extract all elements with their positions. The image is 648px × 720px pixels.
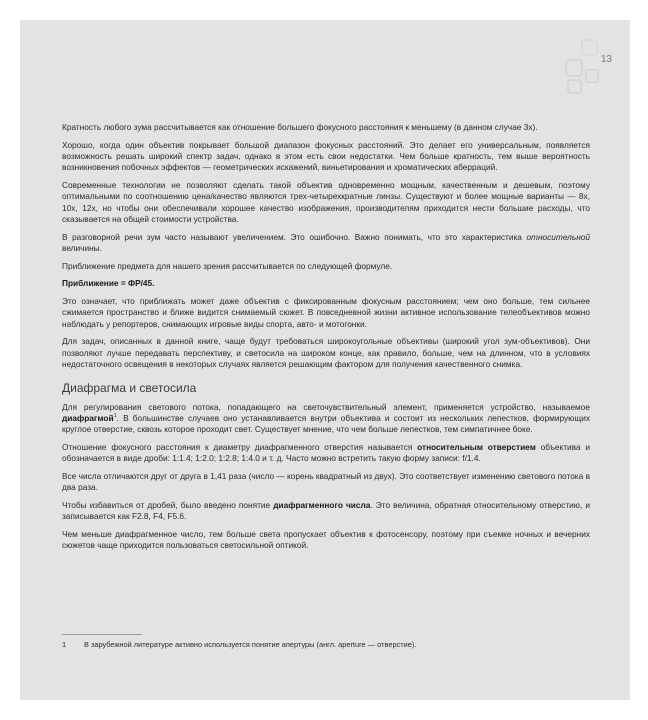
text-run: величины. (62, 243, 102, 254)
paragraph: Кратность любого зума рассчитывается как отношение большего фокусного расстояния к меньшему (в данном случае 3х). (62, 122, 538, 132)
paragraph (62, 402, 590, 436)
footnote-ref[interactable]: 1 (113, 413, 117, 420)
bold-term: относительным отверстием (417, 442, 536, 453)
paragraph (62, 500, 590, 523)
paragraph: Чем меньше диафрагменное число, тем больше света пропускает объектив к фотосенсору, поэтому при съемке ночных и вечерних сюжетов чаще приходится пользоваться светосильной оптикой. (62, 529, 590, 551)
page-number: 13 (600, 54, 612, 65)
bold-term: диафрагменного числа (273, 500, 371, 511)
text-run: . Это величина, обратная относительному отверстию, и записывается как F2.8, F4, F5.6. (62, 500, 591, 522)
paragraph (62, 442, 590, 465)
text-run: Для регулирования светового потока, попадающего на светочувствительный элемент, применяется устройство, называемое (62, 401, 590, 412)
section-heading: Диафрагма и светосила (62, 380, 197, 395)
paragraph: Для задач, описанных в данной книге, чаще будут требоваться широкоугольные объективы (широкий угол зум-объективов). Они позволяют лучше передавать перспективу, и светосила на широком конце, как правило, больше, чем на длинном, что в условиях недостаточного освещения в некоторых случаях является решающим фактором для получения качественного снимка. (62, 336, 590, 370)
text-run: объектива и обозначается в виде дроби: 1:1.4; 1:2.0; 1:2.8; 1:4.0 и т. д. Часто можно встретить такую форму записи: f/1.4. (62, 442, 591, 464)
paragraph: Хорошо, когда один объектив покрывает большой диапазон фокусных расстояний. Это делает его универсальным, появляется возможность решать широкий спектр задач, однако в этом есть свои недостатки. Чем больше кратность, тем выше вероятность возникновения побочных эффектов — геометрических искажений, виньетирования и хроматических аберраций. (62, 139, 590, 173)
footnote-text: В зарубежной литературе активно используется понятие апертуры (англ. aperture — отверстие). (84, 640, 417, 649)
footnote-number: 1 (62, 640, 67, 649)
text-run: . В большинстве случаев оно устанавливается внутри объектива и состоит из нескольких лепестков, формирующих круглое отверстие, сквозь которое проходит свет. Существует мнение, что чем больше лепестков, тем симпатичнее боке. (62, 413, 590, 435)
emphasis-text: относительной (526, 231, 590, 242)
paragraph (62, 232, 590, 255)
text-run: Чтобы избавиться от дробей, было введено понятие (62, 500, 274, 511)
paragraph: Приближение предмета для нашего зрения рассчитывается по следующей формуле. (62, 260, 393, 271)
book-page (20, 20, 630, 700)
paragraph: Все числа отличаются друг от друга в 1,41 раза (число — корень квадратный из двух). Это соответствует изменению светового потока в два раза. (62, 471, 590, 493)
text-run: Отношение фокусного расстояния к диаметру диафрагменного отверстия называется (62, 442, 418, 453)
footnote (62, 640, 590, 650)
bold-term: диафрагмой (62, 413, 114, 424)
page-content (62, 122, 590, 558)
paragraph: Это означает, что приближать может даже объектив с фиксированным фокусным расстоянием; чем оно больше, тем сильнее сжимается пространство и ближе видится снимаемый сюжет. В повседневной жизни активное использование телеобъективов можно наблюдать у репортеров, снимающих игровые виды спорта, авто- и мотогонки. (62, 296, 590, 329)
paragraph: Современные технологии не позволяют сделать такой объектив одновременно мощным, качественным и дешевым, поэтому оптимальными по соотношению цена/качество являются трех-четырехкратные линзы. Существуют и более мощные варианты — 8х, 10х, 12х, но чтобы они обеспечивали хорошее качество изображения, производителям приходится нести большие расходы, что сказывается на общей стоимости устройства. (62, 180, 590, 225)
formula: Приближение = ФР/45. (62, 278, 155, 289)
corner-decoration-icon (560, 32, 620, 104)
text-run: В разговорной речи зум часто называют увеличением. Это ошибочно. Важно понимать, что это характеристика (62, 231, 527, 242)
footnote-divider (62, 634, 142, 635)
